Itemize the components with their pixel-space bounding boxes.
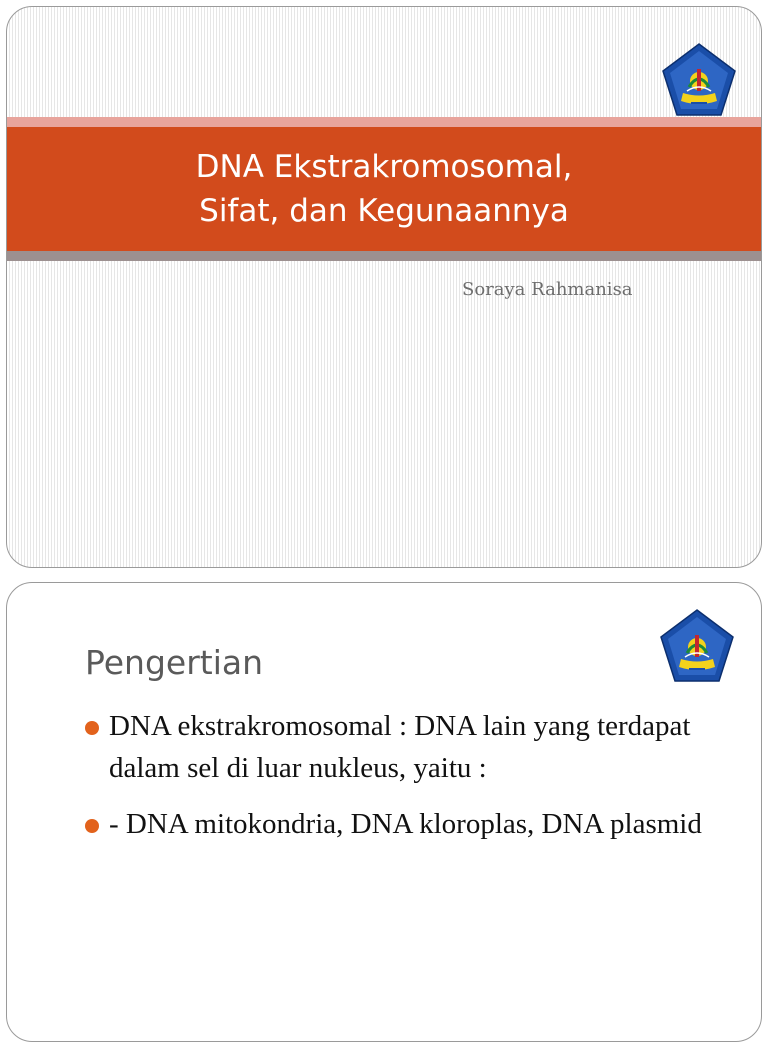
title-line-1: DNA Ekstrakromosomal, xyxy=(195,149,573,185)
accent-band-top xyxy=(7,117,761,127)
university-seal-icon xyxy=(659,41,739,121)
bullet-dot-icon xyxy=(85,721,99,735)
title-line-2: Sifat, dan Kegunaannya xyxy=(199,193,569,229)
bullet-text: - DNA mitokondria, DNA kloroplas, DNA plasmid xyxy=(109,808,702,840)
bullet-list xyxy=(85,705,725,859)
university-seal-icon xyxy=(657,607,737,687)
title-band xyxy=(7,127,761,251)
bullet-dot-icon xyxy=(85,819,99,833)
author-name: Soraya Rahmanisa xyxy=(462,279,633,300)
slide-definition xyxy=(6,582,762,1042)
slide-title xyxy=(6,6,762,568)
bullet-item xyxy=(85,803,725,845)
slide-heading: Pengertian xyxy=(85,643,264,682)
bullet-text: DNA ekstrakromosomal : DNA lain yang terdapat dalam sel di luar nukleus, yaitu : xyxy=(109,710,691,784)
bullet-item xyxy=(85,705,725,789)
accent-band-bottom xyxy=(7,251,761,261)
